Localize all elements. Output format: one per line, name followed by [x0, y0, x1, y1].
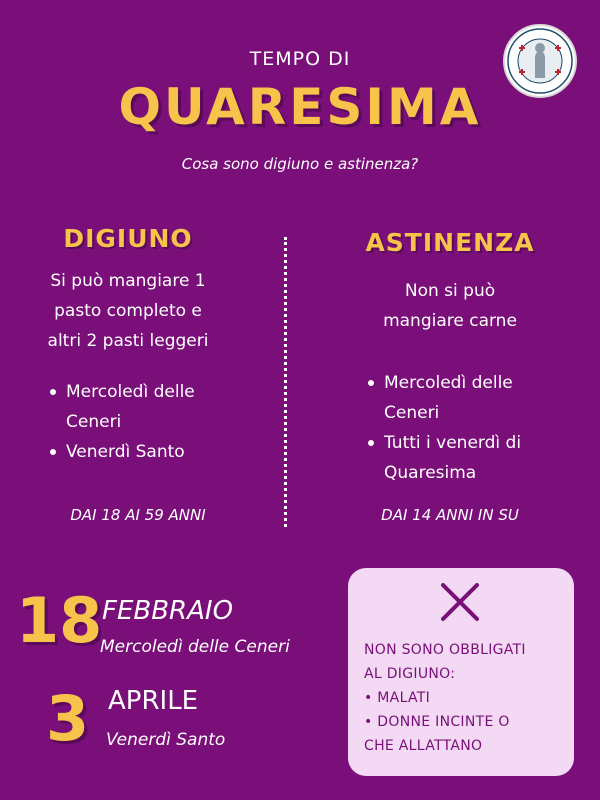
exemption-line: AL DIGIUNO:	[364, 666, 456, 682]
exemption-line: CHE ALLATTANO	[364, 738, 483, 754]
list-item: Mercoledì delle Ceneri	[366, 368, 586, 428]
date-day-number: 3	[46, 682, 90, 755]
date-day-number: 18	[16, 584, 103, 657]
list-item: Mercoledì delle Ceneri	[48, 377, 268, 437]
exemption-line: • DONNE INCINTE O	[364, 714, 510, 730]
column-divider	[284, 237, 288, 527]
exemption-line: • MALATI	[364, 690, 431, 706]
date-label: Venerdì Santo	[106, 730, 226, 750]
description-line: mangiare carne	[383, 311, 517, 331]
kicker-text: TEMPO DI	[249, 48, 351, 70]
exemption-text	[364, 638, 564, 758]
date-label: Mercoledì delle Ceneri	[100, 637, 290, 657]
digiuno-days-list	[48, 377, 268, 467]
astinenza-days-list	[366, 368, 586, 488]
description-line: Non si può	[404, 281, 496, 301]
date-month: APRILE	[108, 686, 199, 716]
astinenza-description	[350, 276, 550, 336]
digiuno-description	[28, 266, 228, 356]
digiuno-age-range: DAI 18 AI 59 ANNI	[70, 506, 206, 524]
astinenza-age-range: DAI 14 ANNI IN SU	[381, 506, 519, 524]
close-x-icon	[436, 578, 486, 628]
digiuno-heading: DIGIUNO	[63, 224, 193, 253]
astinenza-heading: ASTINENZA	[365, 228, 535, 257]
description-line: pasto completo e	[54, 301, 202, 321]
description-line: altri 2 pasti leggeri	[47, 331, 209, 351]
list-item: Venerdì Santo	[48, 437, 268, 467]
date-month: FEBBRAIO	[102, 596, 234, 626]
page-subtitle: Cosa sono digiuno e astinenza?	[181, 155, 419, 173]
description-line: Si può mangiare 1	[50, 271, 206, 291]
exemption-line: NON SONO OBBLIGATI	[364, 642, 526, 658]
page-title: QUARESIMA	[118, 78, 482, 136]
list-item: Tutti i venerdì di Quaresima	[366, 428, 586, 488]
exemption-box	[348, 568, 574, 776]
